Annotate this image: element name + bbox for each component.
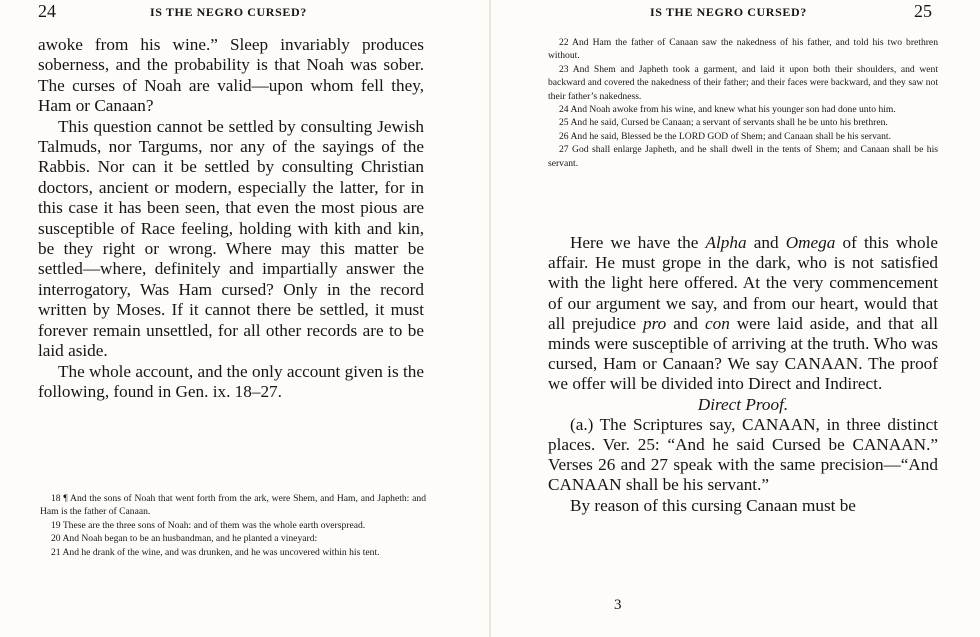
- paragraph: (a.) The Scriptures say, CANAAN, in three distinct places. Ver. 25: “And he said Cursed be CANAAN.” Verses 26 and 27 speak with the same precision—“And CANAAN shall be his servant.”: [548, 414, 938, 495]
- right-verse-notes: [548, 36, 938, 170]
- signature-mark: 3: [614, 597, 622, 613]
- running-head-left: IS THE NEGRO CURSED?: [150, 5, 307, 19]
- verse-note: 20 And Noah began to be an husbandman, and he planted a vineyard:: [51, 533, 318, 545]
- paragraph: The whole account, and the only account given is the following, found in Gen. ix. 18–27.: [38, 361, 424, 401]
- paragraph: awoke from his wine.” Sleep invariably produces soberness, and the probability is that Noah was sober. The curses of Noah are valid—upon whom fell they, Ham or Canaan?: [38, 35, 424, 116]
- verse-note: 26 And he said, Blessed be the LORD GOD of Shem; and Canaan shall be his servant.: [559, 130, 891, 142]
- verse-note: 22 And Ham the father of Canaan saw the nakedness of his father, and told his two brethren without.: [548, 37, 938, 62]
- left-verse-notes: [40, 492, 426, 559]
- section-heading: Direct Proof.: [697, 394, 789, 414]
- paragraph: By reason of this cursing Canaan must be: [570, 495, 856, 515]
- verse-note: 27 God shall enlarge Japheth, and he shall dwell in the tents of Shem; and Canaan shall be his servant.: [548, 144, 938, 169]
- page-number-right: 25: [914, 1, 932, 21]
- verse-note: 24 And Noah awoke from his wine, and knew what his younger son had done unto him.: [559, 104, 896, 116]
- paragraph: This question cannot be settled by consulting Jewish Talmuds, nor Targums, nor any of the sayings of the Rabbis. Nor can it be settled by consulting Christian doctors, ancient or modern, especially the latter, for in this case it has been seen, that even the most pious are susceptible of Race feeling, holding with kith and kin, be they right or wrong. Where may this matter be settled—where, definitely and impartially answer the interrogatory, Was Ham cursed? Only in the record written by Moses. If it cannot there be settled, it must forever remain unsettled, for all other records are to be laid aside.: [38, 116, 424, 361]
- left-body-text: [38, 35, 424, 402]
- verse-note: 21 And he drank of the wine, and was drunken, and he was uncovered within his tent.: [51, 546, 380, 558]
- running-head-right: IS THE NEGRO CURSED?: [650, 5, 807, 19]
- verse-note: 23 And Shem and Japheth took a garment, and laid it upon both their shoulders, and went backward and covered the nakedness of their father; and their faces were backward, and they saw not their father’s nakedness.: [548, 63, 938, 102]
- verse-note: 19 These are the three sons of Noah: and of them was the whole earth overspread.: [51, 519, 366, 531]
- page-number-left: 24: [38, 1, 56, 21]
- paragraph: Here we have the Alpha and Omega of this whole affair. He must grope in the dark, who is not satisfied with the light here offered. At the very commencement of our argument we say, and from our heart, would that all prejudice pro and con were laid aside, and that all minds were susceptible of arriving at the truth. Who was cursed, Ham or Canaan? We say CANAAN. The proof we offer will be divided into Direct and Indirect.: [548, 233, 938, 394]
- verse-note: 25 And he said, Cursed be Canaan; a servant of servants shall he be unto his brethren.: [559, 117, 888, 129]
- right-body-text: [548, 233, 938, 516]
- right-page: [490, 0, 980, 637]
- verse-note: 18 ¶ And the sons of Noah that went forth from the ark, were Shem, and Ham, and Japheth: and Ham is the father of Canaan.: [40, 493, 426, 518]
